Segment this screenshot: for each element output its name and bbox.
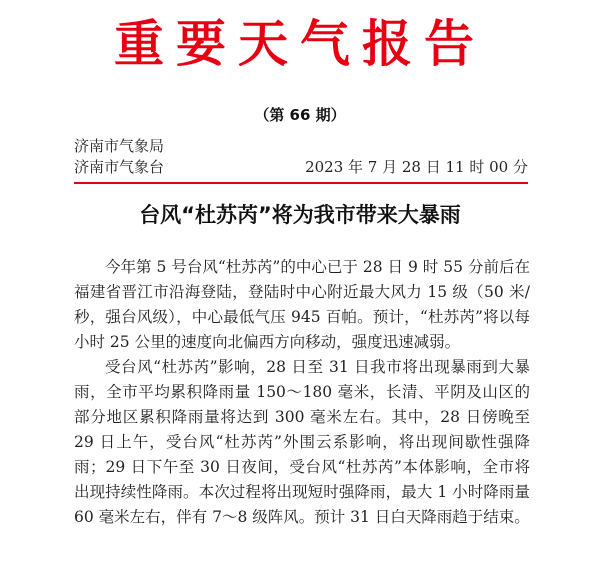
report-body (74, 255, 530, 530)
issue-number: （第 66 期） (254, 106, 346, 124)
issuer-bureau: 济南市气象局 (74, 137, 165, 155)
header-divider (74, 182, 528, 184)
paragraph-rainfall-forecast: 受台风“杜苏芮”影响，28 日至 31 日我市将出现暴雨到大暴雨，全市平均累积降雨量 150～180 毫米，长清、平阴及山区的部分地区累积降雨量将达到 300 毫米左右。其中，28 日傍晚至 29 日上午，受台风“杜苏芮”外围云系影响，将出现间歇性强降雨；29 日下午至 30 日夜间，受台风“杜苏芮”本体影响，全市将出现持续性降雨。本次过程将出现短时强降雨，最大 1 小时降雨量 60 毫米左右，伴有 7～8 级阵风。预计 31 日白天降雨趋于结束。 (74, 358, 530, 526)
issue-datetime: 2023 年 7 月 28 日 11 时 00 分 (305, 158, 528, 176)
report-headline: 台风“杜苏芮”将为我市带来大暴雨 (139, 203, 461, 227)
report-masthead: 重要天气报告 (114, 14, 486, 73)
paragraph-landfall: 今年第 5 号台风“杜苏芮”的中心已于 28 日 9 时 55 分前后在福建省晋江市沿海登陆，登陆时中心附近最大风力 15 级（50 米/秒，强台风级），中心最低气压 945 百帕。预计，“杜苏芮”将以每小时 25 公里的速度向北偏西方向移动，强度迅速减弱。 (74, 258, 530, 351)
issuer-observatory: 济南市气象台 (74, 158, 165, 176)
